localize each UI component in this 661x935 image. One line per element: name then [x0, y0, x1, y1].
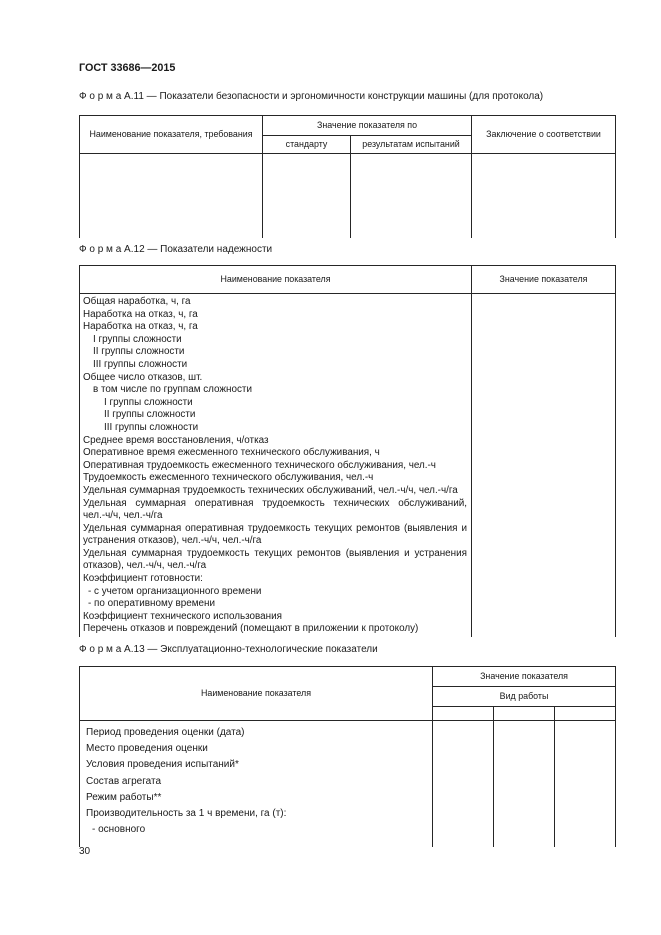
indicator-text-line: Коэффициент готовности: — [83, 573, 203, 585]
indicator-text-line: устранения отказов), чел.-ч/ч, чел.-ч/га — [83, 535, 262, 547]
indicator-row — [83, 472, 467, 485]
indicator-text-line: Наработка на отказ, ч, га — [83, 321, 198, 333]
empty-cell — [494, 721, 555, 847]
indicator-text-line: II группы сложности — [93, 346, 185, 358]
indicator-row — [83, 447, 467, 460]
indicator-row — [83, 309, 467, 322]
indicator-list-cell — [80, 294, 472, 637]
indicator-row — [83, 359, 467, 372]
empty-cell — [351, 154, 472, 238]
indicator-text-line: Удельная суммарная оперативная трудоемкость текущих ремонтов (выявления и — [83, 522, 467, 534]
indicator-row — [83, 586, 467, 599]
indicator-text-line: Удельная суммарная оперативная трудоемкость технических обслуживаний, — [83, 497, 467, 509]
empty-cell — [80, 154, 263, 238]
indicator-text-line: Режим работы** — [86, 791, 162, 803]
indicator-text-line: III группы сложности — [93, 358, 188, 370]
indicator-row — [86, 741, 426, 757]
indicator-text-line: Перечень отказов и повреждений (помещают в приложении к протоколу) — [83, 623, 419, 635]
indicator-row — [83, 422, 467, 435]
indicator-text-line: Коэффициент технического использования — [83, 610, 282, 622]
col-header-standard: стандарту — [263, 136, 351, 154]
indicator-row — [83, 611, 467, 624]
col-header-indicator-value: Значение показателя — [472, 266, 616, 294]
subheader-empty-cell — [555, 707, 616, 721]
empty-cell — [555, 721, 616, 847]
indicator-row — [83, 346, 467, 359]
col-header-test-results: результатам испытаний — [351, 136, 472, 154]
indicator-text-line: Наработка на отказ, ч, га — [83, 308, 198, 320]
indicator-text-line: Состав агрегата — [86, 775, 162, 787]
form-a12-caption: Ф о р м а А.12 — Показатели надежности — [79, 244, 273, 255]
indicator-row — [83, 435, 467, 448]
indicator-row — [86, 757, 426, 773]
empty-cell — [472, 294, 616, 637]
indicator-row — [86, 725, 426, 741]
indicator-text-line: I группы сложности — [104, 396, 193, 408]
indicator-row — [83, 321, 467, 334]
indicator-row — [83, 296, 467, 309]
form-a12-table — [79, 265, 616, 637]
indicator-text-line: Период проведения оценки (дата) — [86, 727, 245, 738]
indicator-row — [83, 498, 467, 523]
form-a13-table — [79, 666, 616, 847]
indicator-text-line: отказов), чел.-ч/ч, чел.-ч/га — [83, 560, 207, 572]
indicator-text-line: Оперативное время ежесменного технического обслуживания, ч — [83, 447, 380, 459]
col-header-indicator-name: Наименование показателя, требования — [80, 116, 263, 154]
indicator-row — [86, 806, 426, 822]
indicator-text-line: Удельная суммарная трудоемкость технических обслуживаний, чел.-ч/ч, чел.-ч/га — [83, 484, 458, 496]
col-header-indicator-name: Наименование показателя — [80, 266, 472, 294]
indicator-row — [83, 397, 467, 410]
indicator-text-line: - по оперативному времени — [88, 598, 216, 610]
col-header-value-group: Значение показателя по — [263, 116, 472, 136]
indicator-text-line: Трудоемкость ежесменного технического обслуживания, чел.-ч — [83, 472, 374, 484]
indicator-text-line: Среднее время восстановления, ч/отказ — [83, 434, 269, 446]
indicator-list-cell — [80, 721, 433, 847]
indicator-row — [83, 334, 467, 347]
indicator-row — [86, 790, 426, 806]
indicator-list — [80, 721, 432, 838]
indicator-text-line: Условия проведения испытаний* — [86, 759, 239, 771]
indicator-row — [83, 384, 467, 397]
empty-cell — [263, 154, 351, 238]
subheader-empty-cell — [433, 707, 494, 721]
indicator-text-line: в том числе по группам сложности — [93, 384, 252, 396]
form-a11-caption: Ф о р м а А.11 — Показатели безопасности и эргономичности конструкции машины (для протокола) — [79, 91, 544, 102]
indicator-row — [86, 822, 426, 838]
indicator-row — [83, 409, 467, 422]
indicator-text-line: Общее число отказов, шт. — [83, 371, 203, 383]
indicator-text-line: Производительность за 1 ч времени, га (т): — [86, 808, 287, 820]
subheader-empty-cell — [494, 707, 555, 721]
indicator-row — [83, 523, 467, 548]
indicator-text-line: чел.-ч/ч, чел.-ч/га — [83, 510, 163, 522]
indicator-text-line: Место проведения оценки — [86, 743, 208, 755]
standard-designation: ГОСТ 33686—2015 — [79, 62, 176, 74]
indicator-row — [83, 460, 467, 473]
col-header-indicator-value: Значение показателя — [433, 667, 616, 687]
empty-cell — [472, 154, 616, 238]
indicator-row — [83, 598, 467, 611]
indicator-row — [83, 548, 467, 573]
indicator-text-line: - основного — [92, 824, 146, 836]
indicator-text-line: II группы сложности — [104, 409, 196, 421]
col-header-indicator-name: Наименование показателя — [80, 667, 433, 721]
indicator-text-line: III группы сложности — [104, 421, 199, 433]
col-header-work-type: Вид работы — [433, 687, 616, 707]
page-number: 30 — [79, 846, 91, 857]
indicator-text-line: - с учетом организационного времени — [88, 585, 262, 597]
col-header-conclusion: Заключение о соответствии — [472, 116, 616, 154]
indicator-row — [83, 485, 467, 498]
empty-cell — [433, 721, 494, 847]
indicator-text-line: Общая наработка, ч, га — [83, 296, 191, 307]
indicator-row — [83, 573, 467, 586]
indicator-row — [83, 372, 467, 385]
form-a13-caption: Ф о р м а А.13 — Эксплуатационно-технологические показатели — [79, 644, 378, 655]
indicator-row — [83, 623, 467, 636]
indicator-text-line: I группы сложности — [93, 333, 182, 345]
indicator-text-line: Удельная суммарная трудоемкость текущих ремонтов (выявления и устранения — [83, 547, 467, 559]
indicator-text-line: Оперативная трудоемкость ежесменного технического обслуживания, чел.-ч — [83, 459, 436, 471]
form-a11-table — [79, 115, 616, 238]
indicator-list — [80, 294, 471, 636]
indicator-row — [86, 774, 426, 790]
